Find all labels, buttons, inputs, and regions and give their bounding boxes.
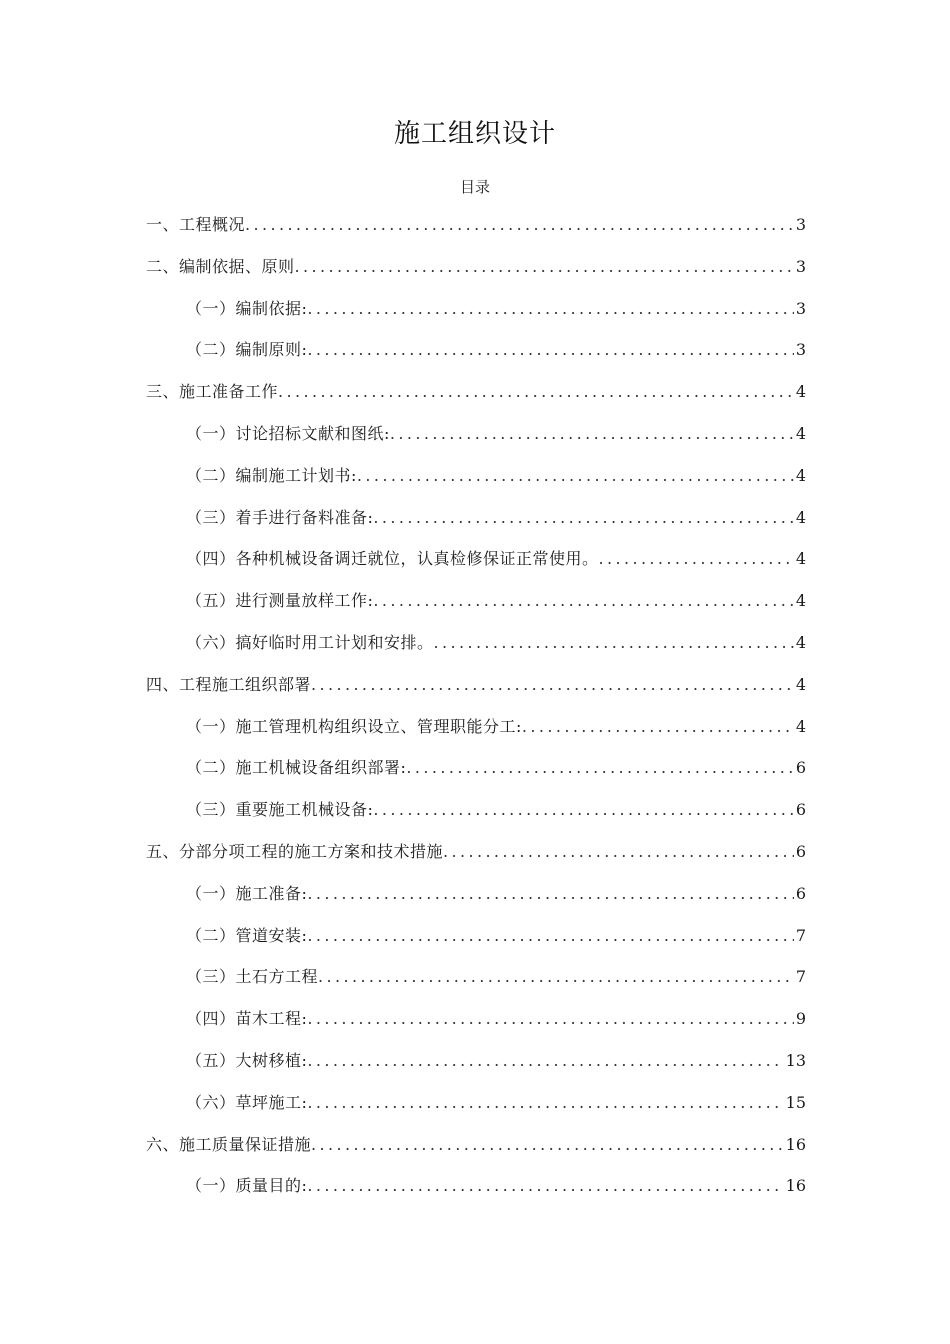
toc-page-number: 4 (795, 632, 806, 652)
toc-entry[interactable] (146, 371, 806, 413)
toc-entry[interactable] (146, 413, 806, 455)
toc-page-number: 6 (795, 841, 806, 861)
toc-entry[interactable] (146, 329, 806, 371)
toc-dot-leader (373, 580, 793, 622)
toc-page-number: 7 (795, 967, 806, 987)
toc-entry[interactable] (146, 956, 806, 998)
toc-page-number: 6 (795, 758, 806, 778)
toc-page-number: 3 (795, 215, 806, 234)
toc-entry[interactable] (146, 538, 806, 580)
toc-entry-title: （四）各种机械设备调迁就位，认真检修保证正常使用。 (186, 549, 599, 569)
toc-dot-leader (373, 497, 793, 539)
toc-entry[interactable] (146, 246, 806, 288)
toc-entry[interactable] (146, 580, 806, 622)
toc-page-number: 3 (795, 340, 806, 360)
toc-entry-title: （六）草坪施工: (186, 1092, 308, 1112)
toc-entry-title: （四）苗木工程: (186, 1009, 308, 1029)
toc-dot-leader (434, 622, 794, 664)
toc-entry-title: （一）施工管理机构组织设立、管理职能分工: (186, 716, 522, 736)
document-title: 施工组织设计 (393, 119, 556, 149)
toc-entry-title: （二）管道安装: (186, 925, 308, 945)
toc-entry-title: （六）搞好临时用工计划和安排。 (186, 632, 434, 652)
toc-dot-leader (307, 1165, 783, 1207)
toc-page-number: 4 (795, 507, 806, 527)
toc-dot-leader (278, 371, 794, 413)
toc-entry[interactable] (146, 204, 806, 246)
toc-page-number: 4 (795, 423, 806, 443)
toc-page-number: 4 (795, 465, 806, 485)
toc-dot-leader (307, 1040, 783, 1082)
toc-dot-leader (311, 664, 794, 706)
toc-entry-title: （五）大树移植: (186, 1050, 308, 1070)
toc-entry[interactable] (146, 831, 806, 873)
toc-page-number: 4 (795, 716, 806, 736)
toc-dot-leader (522, 706, 794, 748)
toc-entry[interactable] (146, 998, 806, 1040)
toc-entry[interactable] (146, 915, 806, 957)
toc-dot-leader (406, 747, 793, 789)
table-of-contents (146, 204, 806, 1207)
toc-entry-title: 五、分部分项工程的施工方案和技术措施 (146, 841, 444, 861)
toc-page-number: 9 (795, 1009, 806, 1029)
toc-dot-leader (307, 288, 793, 330)
toc-dot-leader (307, 873, 793, 915)
toc-dot-leader (307, 1082, 783, 1124)
toc-entry[interactable] (146, 789, 806, 831)
toc-dot-leader (373, 789, 793, 831)
toc-dot-leader (307, 998, 793, 1040)
toc-entry[interactable] (146, 497, 806, 539)
toc-entry[interactable] (146, 622, 806, 664)
toc-page-number: 4 (795, 382, 806, 402)
toc-page-number: 4 (795, 591, 806, 611)
toc-entry[interactable] (146, 873, 806, 915)
toc-page-number: 7 (795, 925, 806, 945)
toc-dot-leader (307, 915, 793, 957)
toc-dot-leader (357, 455, 794, 497)
toc-entry-title: （二）编制施工计划书: (186, 465, 357, 485)
toc-entry[interactable] (146, 455, 806, 497)
toc-entry-title: （三）重要施工机械设备: (186, 800, 374, 820)
toc-entry-title: （三）土石方工程 (186, 967, 319, 987)
toc-entry-title: 一、工程概况 (146, 215, 246, 234)
toc-entry-title: （一）质量目的: (186, 1176, 308, 1196)
toc-page-number: 16 (785, 1134, 806, 1154)
toc-entry[interactable] (146, 1082, 806, 1124)
toc-page-number: 3 (795, 256, 806, 276)
toc-dot-leader (443, 831, 794, 873)
toc-entry-title: （二）编制原则: (186, 340, 308, 360)
toc-entry-title: （三）着手进行备料准备: (186, 507, 374, 527)
toc-entry-title: 二、编制依据、原则 (146, 256, 295, 276)
toc-dot-leader (295, 246, 794, 288)
toc-entry-title: （一）讨论招标文献和图纸: (186, 423, 390, 443)
toc-entry[interactable] (146, 288, 806, 330)
toc-entry-title: （一）编制依据: (186, 298, 308, 318)
toc-page-number: 4 (795, 674, 806, 694)
toc-entry-title: 六、施工质量保证措施 (146, 1134, 312, 1154)
toc-dot-leader (307, 329, 793, 371)
toc-dot-leader (311, 1124, 784, 1166)
toc-entry[interactable] (146, 1040, 806, 1082)
toc-entry[interactable] (146, 1165, 806, 1207)
toc-entry[interactable] (146, 706, 806, 748)
toc-entry[interactable] (146, 747, 806, 789)
toc-entry[interactable] (146, 664, 806, 706)
toc-page-number: 4 (795, 549, 806, 569)
toc-dot-leader (245, 204, 794, 246)
toc-entry-title: 四、工程施工组织部署 (146, 674, 312, 694)
toc-dot-leader (318, 956, 794, 998)
toc-page-number: 15 (785, 1092, 806, 1112)
toc-entry-title: （五）进行测量放样工作: (186, 591, 374, 611)
toc-dot-leader (599, 538, 794, 580)
toc-dot-leader (390, 413, 794, 455)
toc-entry-title: 三、施工准备工作 (146, 382, 279, 402)
toc-page-number: 6 (795, 883, 806, 903)
toc-entry-title: （二）施工机械设备组织部署: (186, 758, 407, 778)
toc-page-number: 16 (785, 1176, 806, 1196)
toc-heading: 目录 (459, 178, 490, 196)
toc-page-number: 3 (795, 298, 806, 318)
toc-entry-title: （一）施工准备: (186, 883, 308, 903)
toc-entry[interactable] (146, 1124, 806, 1166)
toc-page-number: 6 (795, 800, 806, 820)
toc-page-number: 13 (785, 1050, 806, 1070)
